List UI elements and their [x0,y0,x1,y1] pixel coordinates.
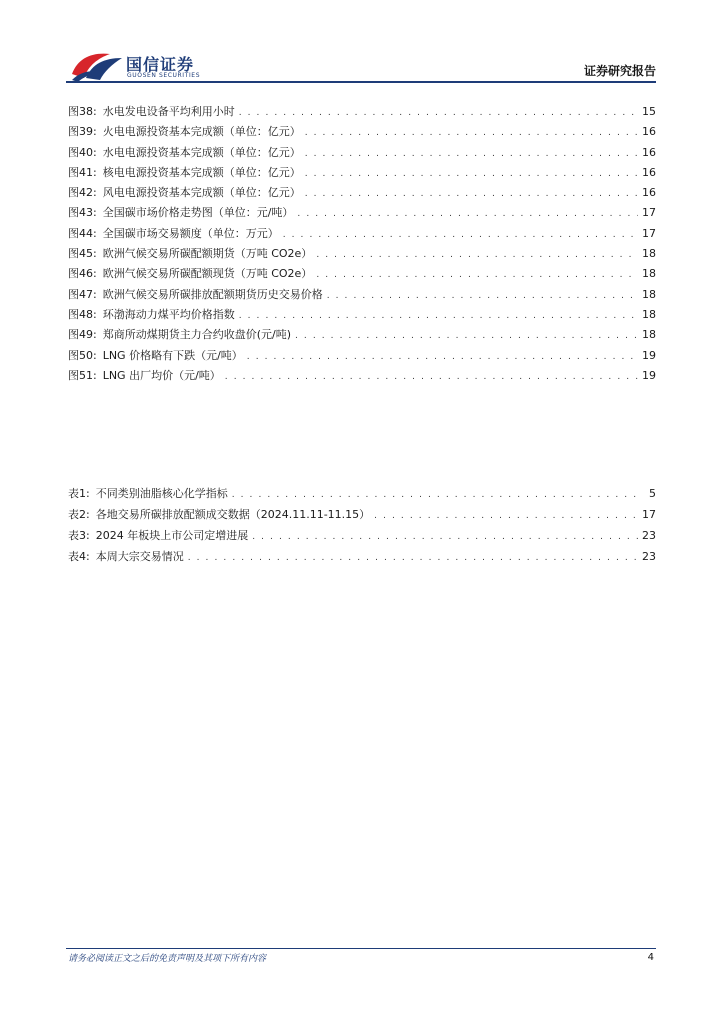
toc-entry-label: 表4: [68,550,90,563]
toc-entry-page: 18 [642,267,656,281]
toc-leader-dots [232,490,640,500]
toc-entry-page: 5 [649,487,656,500]
toc-entry-page: 18 [642,287,656,301]
toc-entry-label: 表1: [68,487,90,500]
toc-entry[interactable] [68,123,656,143]
page-number: 4 [647,952,654,963]
toc-entry-title: 环渤海动力煤平均价格指数 [102,307,235,321]
toc-leader-dots [239,108,638,118]
toc-leader-dots [316,270,638,280]
toc-entry[interactable] [68,225,656,245]
toc-entry[interactable] [68,265,656,285]
toc-entry-page: 16 [642,186,656,200]
disclaimer-text: 请务必阅读正文之后的免责声明及其项下所有内容 [68,954,267,964]
toc-entry-title: 全国碳市场价格走势图（单位：元/吨） [102,206,294,220]
toc-entry-label: 图42: [68,186,97,200]
toc-entry-label: 图41: [68,165,97,179]
toc-leader-dots [295,331,638,341]
toc-entry-title: 欧洲气候交易所碳排放配额期货历史交易价格 [102,287,323,301]
toc-entry-label: 图40: [68,145,97,159]
toc-leader-dots [283,230,638,240]
guosen-logo [70,50,210,84]
toc-leader-dots [305,189,638,199]
toc-entry[interactable] [68,286,656,306]
toc-entry-title: 不同类别油脂核心化学指标 [95,487,228,500]
toc-entry-label: 图49: [68,328,97,342]
brand-name-cn: 国信证券 [126,55,195,74]
toc-entry[interactable] [68,245,656,265]
toc-entry[interactable] [68,306,656,326]
header-divider [66,81,656,83]
toc-leader-dots [297,209,638,219]
toc-entry-label: 图47: [68,287,97,301]
toc-leader-dots [188,553,638,563]
footer-divider [66,948,656,949]
toc-entry-label: 图45: [68,247,97,261]
toc-entry-page: 23 [642,529,656,542]
toc-entry[interactable] [68,184,656,204]
toc-leader-dots [305,169,638,179]
toc-entry[interactable] [68,164,656,184]
toc-entry[interactable] [68,103,656,123]
toc-entry-page: 18 [642,328,656,342]
toc-entry-label: 图43: [68,206,97,220]
toc-entry[interactable] [68,527,656,548]
toc-entry-label: 图51: [68,368,97,382]
brand-name-en: GUOSEN SECURITIES [127,72,201,79]
toc-entry-page: 16 [642,165,656,179]
toc-leader-dots [316,250,638,260]
toc-entry[interactable] [68,204,656,224]
toc-entry-label: 图48: [68,307,97,321]
toc-entry-page: 19 [642,368,656,382]
toc-entry-title: 全国碳市场交易额度（单位：万元） [102,226,279,240]
toc-entry-page: 17 [642,206,656,220]
toc-leader-dots [327,291,638,301]
toc-entry-page: 23 [642,550,656,563]
toc-entry-title: 欧洲气候交易所碳配额现货（万吨 CO2e） [102,267,313,281]
guosen-logo-icon [70,50,124,82]
table-list [68,485,656,569]
toc-entry-title: 2024 年板块上市公司定增进展 [95,529,249,542]
toc-entry[interactable] [68,367,656,387]
figure-list [68,103,656,387]
toc-entry-title: LNG 价格略有下跌（元/吨） [102,348,243,362]
toc-entry-title: 各地交易所碳排放配额成交数据（2024.11.11-11.15） [95,508,371,521]
toc-entry-page: 19 [642,348,656,362]
toc-leader-dots [305,149,638,159]
toc-entry-title: 欧洲气候交易所碳配额期货（万吨 CO2e） [102,247,313,261]
toc-entry-label: 图38: [68,105,97,118]
toc-entry[interactable] [68,506,656,527]
toc-leader-dots [239,311,638,321]
toc-entry[interactable] [68,485,656,506]
toc-entry-label: 图46: [68,267,97,281]
toc-entry-label: 表2: [68,508,90,521]
toc-entry[interactable] [68,347,656,367]
toc-leader-dots [252,532,638,542]
toc-entry-title: 本周大宗交易情况 [95,550,184,563]
toc-entry-title: 核电电源投资基本完成额（单位：亿元） [102,165,301,179]
toc-entry-title: 郑商所动煤期货主力合约收盘价(元/吨) [102,328,291,342]
toc-entry-page: 16 [642,145,656,159]
toc-entry[interactable] [68,144,656,164]
toc-entry-page: 17 [642,226,656,240]
toc-entry-title: LNG 出厂均价（元/吨） [102,368,221,382]
toc-leader-dots [247,352,638,362]
toc-entry-page: 18 [642,307,656,321]
toc-entry-title: 水电电源投资基本完成额（单位：亿元） [102,145,301,159]
toc-entry-label: 图39: [68,125,97,139]
toc-entry[interactable] [68,548,656,569]
toc-entry[interactable] [68,326,656,346]
toc-entry-title: 风电电源投资基本完成额（单位：亿元） [102,186,301,200]
toc-leader-dots [305,128,638,138]
toc-leader-dots [374,511,638,521]
toc-entry-title: 水电发电设备平均利用小时 [102,105,235,118]
toc-entry-label: 表3: [68,529,90,542]
toc-entry-title: 火电电源投资基本完成额（单位：亿元） [102,125,301,139]
page-header [0,0,724,86]
report-type-label: 证券研究报告 [583,64,656,78]
toc-leader-dots [225,372,638,382]
toc-entry-label: 图44: [68,226,97,240]
toc-entry-page: 17 [642,508,656,521]
toc-entry-label: 图50: [68,348,97,362]
toc-entry-page: 15 [642,105,656,118]
toc-entry-page: 18 [642,247,656,261]
toc-entry-page: 16 [642,125,656,139]
